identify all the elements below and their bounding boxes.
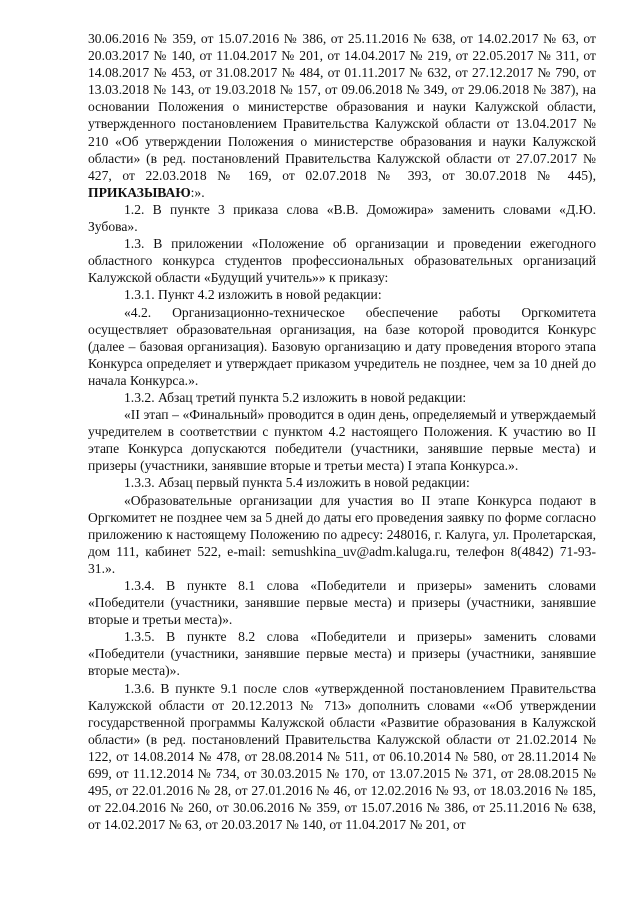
paragraph-1-3-4: 1.3.4. В пункте 8.1 слова «Победители и призеры» заменить словами «Победители (участники, занявшие первые места) и призеры (участники, занявшие вторые и третьи места)».	[88, 578, 596, 628]
paragraph-application-quote: «Образовательные организации для участия во II этапе Конкурса подают в Оргкомитет не позднее чем за 5 дней до даты его проведения заявку по форме согласно приложению к настоящему Положению по адресу: 248016, г. Калуга, ул. Пролетарская, дом 111, кабинет 522, e-mail: semushkina_uv@adm.kaluga.ru, телефон 8(4842) 71-93-31.».	[88, 492, 596, 576]
paragraph-4-2-quote: «4.2. Организационно-техническое обеспечение работы Оргкомитета осуществляет образовательная организация, на базе которой проводится Конкурс (далее – базовая организация). Базовую организацию и дату проведения второго этапа Конкурса определяет и утверждает приказом учредитель не позднее, чем за 10 дней до начала Конкурса.».	[88, 304, 596, 388]
paragraph-1-3-5: 1.3.5. В пункте 8.2 слова «Победители и призеры» заменить словами «Победители (участники, занявшие первые места) и призеры (участники, занявшие вторые места)».	[88, 629, 596, 679]
paragraph-1-tail: :».	[190, 184, 205, 200]
paragraph-1-2: 1.2. В пункте 3 приказа слова «В.В. Доможира» заменить словами «Д.Ю. Зубова».	[88, 201, 596, 235]
paragraph-stage-2-quote: «II этап – «Финальный» проводится в один день, определяемый и утверждаемый учредителем в соответствии с пунктом 4.2 настоящего Положения. К участию во II этапе Конкурса допускаются победители (участники, занявшие первые места) и призеры (участники, занявшие вторые и третьи места) I этапа Конкурса.».	[88, 407, 596, 474]
paragraph-1-3-2: 1.3.2. Абзац третий пункта 5.2 изложить в новой редакции:	[124, 389, 467, 405]
paragraph-1-3-1: 1.3.1. Пункт 4.2 изложить в новой редакции:	[124, 287, 382, 303]
paragraph-1-3-6: 1.3.6. В пункте 9.1 после слов «утвержденной постановлением Правительства Калужской области от 20.12.2013 № 713» дополнить словами ««Об утверждении государственной программы Калужской области «Развитие образования в Калужской области» (в ред. постановлений Правительства Калужской области от 21.02.2014 № 122, от 14.08.2014 № 478, от 28.08.2014 № 511, от 06.10.2014 № 580, от 28.11.2014 № 699, от 11.12.2014 № 734, от 30.03.2015 № 170, от 13.07.2015 № 371, от 28.08.2015 № 495, от 22.01.2016 № 28, от 27.01.2016 № 46, от 12.02.2016 № 93, от 18.03.2016 № 185, от 22.04.2016 № 260, от 30.06.2016 № 359, от 15.07.2016 № 386, от 25.11.2016 № 638, от 14.02.2017 № 63, от 20.03.2017 № 140, от 11.04.2017 № 201, от	[88, 680, 596, 833]
paragraph-1-3-3: 1.3.3. Абзац первый пункта 5.4 изложить в новой редакции:	[124, 475, 470, 491]
paragraph-1-3: 1.3. В приложении «Положение об организации и проведении ежегодного областного конкурса студентов профессиональных образовательных организаций Калужской области «Будущий учитель»» к приказу:	[88, 236, 596, 286]
order-keyword: ПРИКАЗЫВАЮ	[88, 184, 191, 200]
paragraph-1-text: 30.06.2016 № 359, от 15.07.2016 № 386, от 25.11.2016 № 638, от 14.02.2017 № 63, от 20.03.2017 № 140, от 11.04.2017 № 201, от 14.04.2017 № 219, от 22.05.2017 № 311, от 14.08.2017 № 453, от 31.08.2017 № 484, от 01.11.2017 № 632, от 27.12.2017 № 790, от 13.03.2018 № 143, от 19.03.2018 № 157, от 09.06.2018 № 349, от 29.06.2018 № 387), на основании Положения о министерстве образования и науки Калужской области, утвержденного постановлением Правительства Калужской области от 13.04.2017 № 210 «Об утверждении Положения о министерстве образования и науки Калужской области» (в ред. постановлений Правительства Калужской области от 27.07.2017 № 427, от 22.03.2018 № 169, от 02.07.2018 № 393, от 30.07.2018 № 445),	[88, 31, 596, 183]
paragraph-1	[88, 30, 596, 201]
document-page	[88, 30, 596, 833]
